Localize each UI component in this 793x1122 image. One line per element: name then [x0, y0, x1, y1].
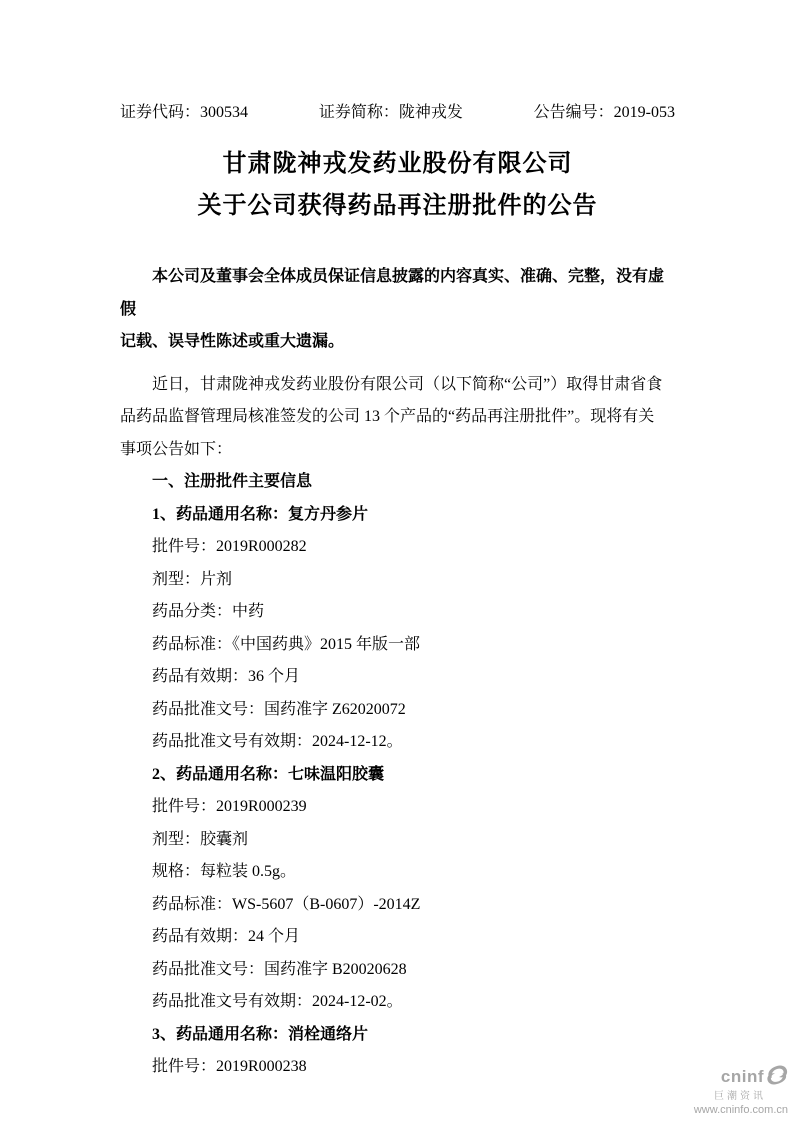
drug-3-approval-no: 批件号：2019R000238: [152, 1058, 307, 1075]
drug-2-license-no: 药品批准文号：国药准字 B20020628: [152, 960, 407, 978]
announcement-title: 关于公司获得药品再注册批件的公告: [197, 193, 598, 219]
drug-1-license-validity: 药品批准文号有效期：2024-12-12。: [152, 733, 403, 750]
drug-1-standard: 药品标准：《中国药典》2015 年版一部: [152, 635, 421, 653]
stock-short-name: 证券简称：陇神戎发: [318, 104, 463, 121]
cninfo-logo: [694, 1065, 788, 1090]
intro-line-3: 事项公告如下：: [120, 440, 233, 458]
intro-line-2: 品药品监督管理局核准签发的公司 13 个产品的“药品再注册批件”。现将有关: [120, 408, 655, 425]
cninfo-url: www.cninfo.com.cn: [693, 1103, 788, 1116]
declaration-line-2: 记载、误导性陈述或重大遗漏。: [120, 333, 345, 350]
drug-2-spec: 规格：每粒装 0.5g。: [152, 863, 297, 880]
drug-2-validity: 药品有效期：24 个月: [152, 928, 301, 945]
drug-1-dosage-form: 剂型：片剂: [152, 570, 233, 588]
cninfo-swirl-icon: [766, 1065, 788, 1090]
drug-2-heading: 2、药品通用名称：七味温阳胶囊: [152, 765, 385, 783]
drug-2-license-validity: 药品批准文号有效期：2024-12-02。: [152, 993, 403, 1010]
stock-code: 证券代码：300534: [120, 104, 249, 121]
drug-2-standard: 药品标准：WS-5607（B-0607）-2014Z: [152, 895, 421, 913]
cninfo-chinese-name: 巨潮资讯: [714, 1090, 766, 1102]
intro-line-1: 近日，甘肃陇神戎发药业股份有限公司（以下简称“公司”）取得甘肃省食: [152, 375, 663, 393]
announcement-number: 公告编号：2019-053: [533, 104, 675, 121]
drug-1-license-no: 药品批准文号：国药准字 Z62020072: [152, 700, 406, 718]
drug-2-approval-no: 批件号：2019R000239: [152, 798, 307, 815]
section-1-heading: 一、注册批件主要信息: [152, 473, 313, 490]
company-name-title: 甘肃陇神戎发药业股份有限公司: [222, 151, 573, 177]
document-header: [120, 103, 675, 123]
declaration-line-1: 本公司及董事会全体成员保证信息披露的内容真实、准确、完整，没有虚假: [120, 268, 665, 318]
drug-1-heading: 1、药品通用名称：复方丹参片: [152, 505, 369, 523]
cninfo-watermark: [694, 1065, 788, 1116]
drug-1-approval-no: 批件号：2019R000282: [152, 538, 307, 555]
drug-1-validity: 药品有效期：36 个月: [152, 668, 301, 685]
drug-3-heading: 3、药品通用名称：消栓通络片: [152, 1025, 369, 1043]
cninfo-logo-text: cninf: [720, 1067, 764, 1087]
drug-1-category: 药品分类：中药: [152, 603, 265, 620]
drug-2-dosage-form: 剂型：胶囊剂: [152, 830, 249, 848]
